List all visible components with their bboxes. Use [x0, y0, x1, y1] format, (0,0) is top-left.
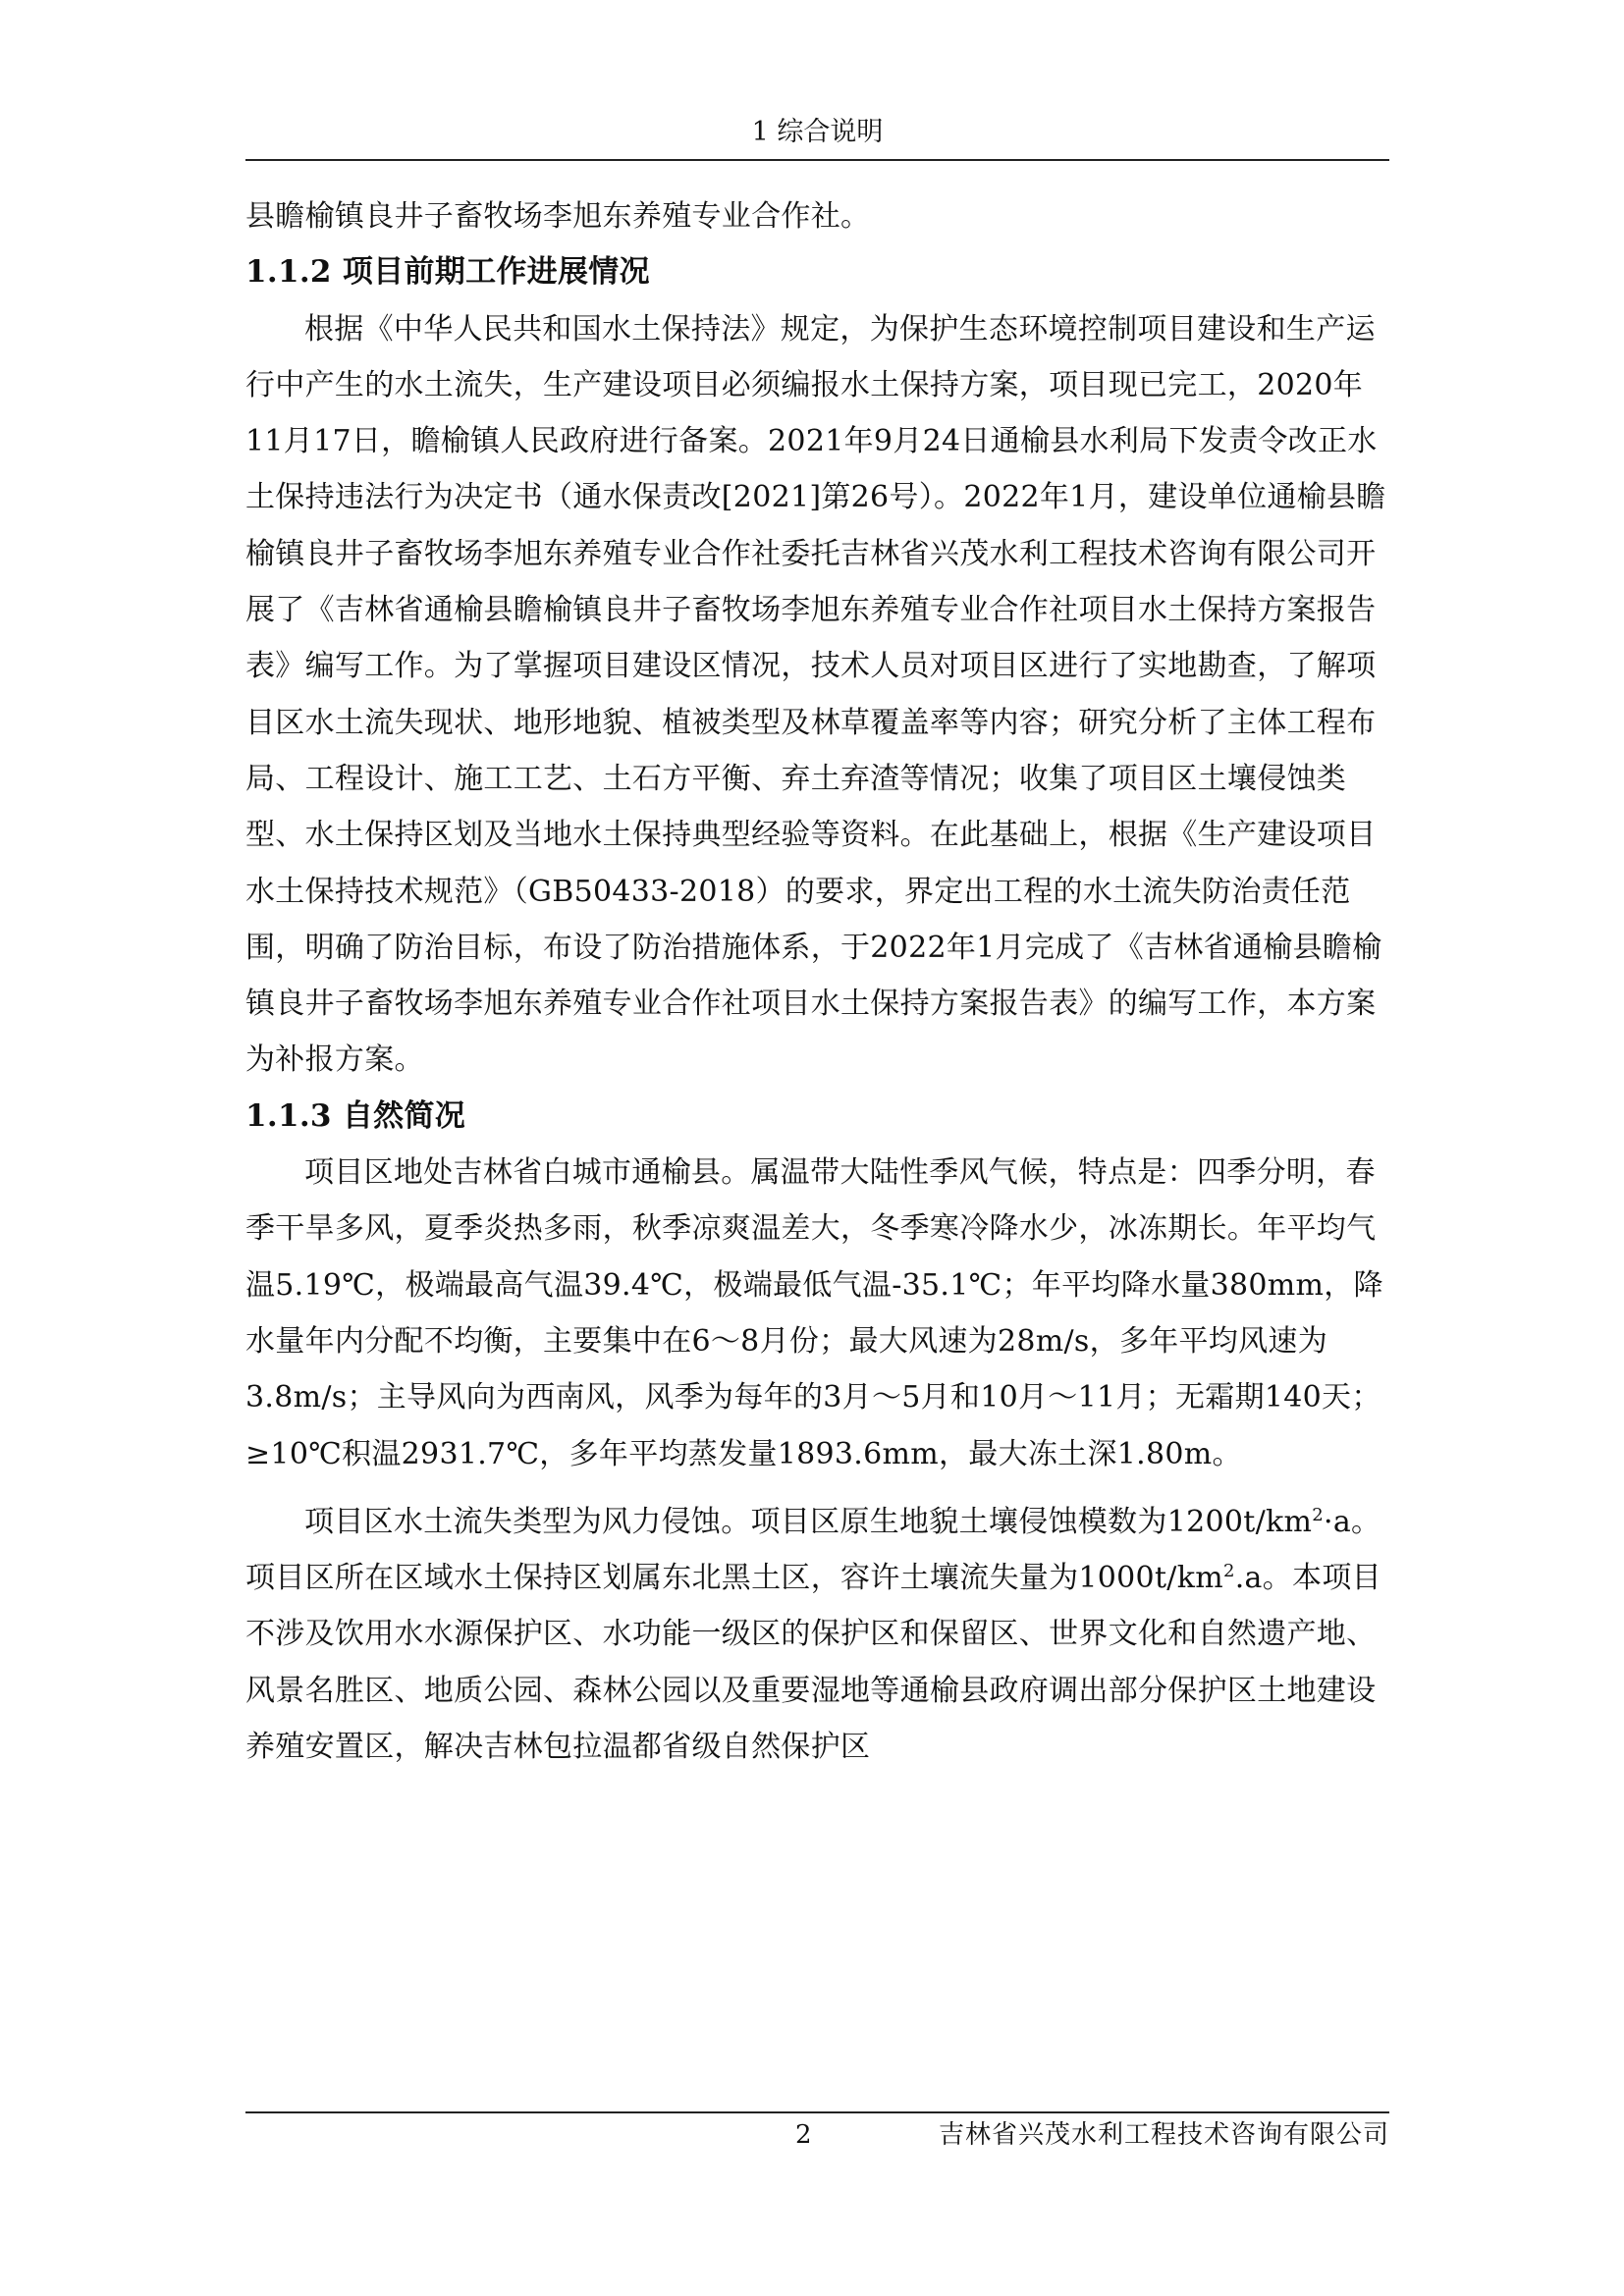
- erosion-text-a: 项目区水土流失类型为风力侵蚀。项目区原生地貌土壤侵蚀模数为1200t/km: [304, 1504, 1313, 1539]
- superscript-2: 2: [1312, 1504, 1325, 1525]
- header-title: 1 综合说明: [751, 117, 884, 147]
- footer-company-name: 吉林省兴茂水利工程技术咨询有限公司: [938, 2120, 1389, 2150]
- page-number: 2: [795, 2120, 812, 2150]
- erosion-text-c: .a。本项目不涉及饮用水水源保护区、水功能一级区的保护区和保留区、世界文化和自然遗产地、风景名胜区、地质公园、森林公园以及重要湿地等通榆县政府调出部分保护区土地建设养殖安置区，解决吉林包拉温都省级自然保护区: [245, 1561, 1381, 1765]
- erosion-text-b: ·a。项目区所在区域水土保持区划属东北黑土区，容许土壤流失量为1000t/km: [245, 1504, 1381, 1596]
- page-header: [245, 116, 1389, 161]
- section-heading-1-1-3: 1.1.3 自然简况: [245, 1097, 466, 1134]
- paragraph-continuation: 县瞻榆镇良井子畜牧场李旭东养殖专业合作社。: [245, 199, 871, 234]
- superscript-2: 2: [1222, 1561, 1235, 1582]
- paragraph-project-progress: 根据《中华人民共和国水土保持法》规定，为保护生态环境控制项目建设和生产运行中产生的水土流失，生产建设项目必须编报水土保持方案，项目现已完工，2020年11月17日，瞻榆镇人民政府进行备案。2021年9月24日通榆县水利局下发责令改正水土保持违法行为决定书（通水保责改[2021]第26号）。2022年1月，建设单位通榆县瞻榆镇良井子畜牧场李旭东养殖专业合作社委托吉林省兴茂水利工程技术咨询有限公司开展了《吉林省通榆县瞻榆镇良井子畜牧场李旭东养殖专业合作社项目水土保持方案报告表》编写工作。为了掌握项目建设区情况，技术人员对项目区进行了实地勘查，了解项目区水土流失现状、地形地貌、植被类型及林草覆盖率等内容；研究分析了主体工程布局、工程设计、施工工艺、土石方平衡、弃土弃渣等情况；收集了项目区土壤侵蚀类型、水土保持区划及当地水土保持典型经验等资料。在此基础上，根据《生产建设项目水土保持技术规范》（GB50433-2018）的要求，界定出工程的水土流失防治责任范围，明确了防治目标，布设了防治措施体系，于2022年1月完成了《吉林省通榆县瞻榆镇良井子畜牧场李旭东养殖专业合作社项目水土保持方案报告表》的编写工作，本方案为补报方案。: [245, 311, 1386, 1078]
- paragraph-natural-overview: 项目区地处吉林省白城市通榆县。属温带大陆性季风气候，特点是：四季分明，春季干旱多风，夏季炎热多雨，秋季凉爽温差大，冬季寒冷降水少，冰冻期长。年平均气温5.19℃，极端最高气温39.4℃，极端最低气温-35.1℃；年平均降水量380mm，降水量年内分配不均衡，主要集中在6～8月份；最大风速为28m/s，多年平均风速为3.8m/s；主导风向为西南风，风季为每年的3月～5月和10月～11月；无霜期140天；≥10℃积温2931.7℃，多年平均蒸发量1893.6mm，最大冻土深1.80m。: [245, 1155, 1383, 1471]
- document-body: [245, 188, 1389, 1775]
- paragraph-soil-erosion: [245, 1494, 1389, 1775]
- page-footer: [245, 2111, 1389, 2153]
- section-heading-1-1-2: 1.1.2 项目前期工作进展情况: [245, 254, 650, 291]
